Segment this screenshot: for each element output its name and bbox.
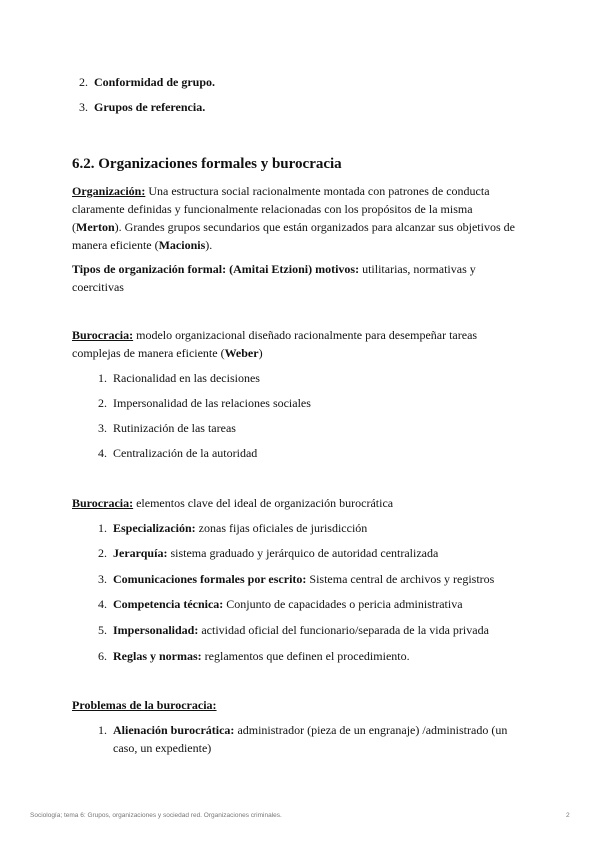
tipos-paragraph: Tipos de organización formal: (Amitai Etzioni) motivos: utilitarias, normativas y coercitivas	[72, 262, 476, 294]
term-burocracia: Burocracia:	[72, 328, 134, 342]
page-footer: Sociología; tema 6: Grupos, organizaciones y sociedad red. Organizaciones criminales.	[30, 812, 282, 819]
problemas-title: Problemas de la burocracia:	[72, 698, 217, 712]
list-item: 6. Reglas y normas: reglamentos que definen el procedimiento.	[98, 649, 410, 663]
page-number: 2	[566, 812, 570, 819]
author-merton: Merton	[76, 220, 115, 234]
list-item-text: Grupos de referencia.	[94, 100, 206, 114]
tipos-label: Tipos de organización formal: (Amitai Etzioni) motivos:	[72, 262, 360, 276]
term-burocracia-elementos: Burocracia:	[72, 496, 134, 510]
list-item: 3. Rutinización de las tareas	[98, 421, 236, 435]
author-macionis: Macionis	[158, 238, 206, 252]
list-item: 4. Competencia técnica: Conjunto de capacidades o pericia administrativa	[98, 597, 463, 611]
list-item: 2. Jerarquía: sistema graduado y jerárquico de autoridad centralizada	[98, 546, 439, 560]
elementos-paragraph: Burocracia: elementos clave del ideal de organización burocrática	[72, 496, 394, 510]
list-item: 2. Conformidad de grupo.	[79, 75, 216, 89]
organizacion-paragraph: Organización: Una estructura social racionalmente montada con patrones de conducta claramente definidas y funcionalmente relacionadas con los propósitos de la misma (Merton). Grandes grupos secundarios que están organizados para alcanzar sus objetivos de manera eficiente (Macionis).	[72, 184, 515, 252]
section-title: 6.2. Organizaciones formales y burocracia	[72, 156, 342, 172]
list-item: 1. Especialización: zonas fijas oficiales de jurisdicción	[98, 521, 368, 535]
list-item-continuation: caso, un expediente)	[113, 741, 212, 755]
list-item: 3. Comunicaciones formales por escrito: Sistema central de archivos y registros	[98, 572, 495, 586]
author-weber: Weber	[224, 346, 259, 360]
list-item-text: Conformidad de grupo.	[94, 75, 216, 89]
burocracia-paragraph: Burocracia: modelo organizacional diseñado racionalmente para desempeñar tareas complejas de manera eficiente (Weber)	[72, 328, 478, 360]
list-item: 5. Impersonalidad: actividad oficial del funcionario/separada de la vida privada	[98, 623, 489, 637]
list-item: 2. Impersonalidad de las relaciones sociales	[98, 396, 311, 410]
list-item: 4. Centralización de la autoridad	[98, 446, 258, 460]
list-item: 1. Alienación burocrática: administrador (pieza de un engranaje) /administrado (un	[98, 723, 508, 737]
list-item: 1. Racionalidad en las decisiones	[98, 371, 260, 385]
list-item: 3. Grupos de referencia.	[79, 100, 206, 114]
term-organizacion: Organización:	[72, 184, 146, 198]
